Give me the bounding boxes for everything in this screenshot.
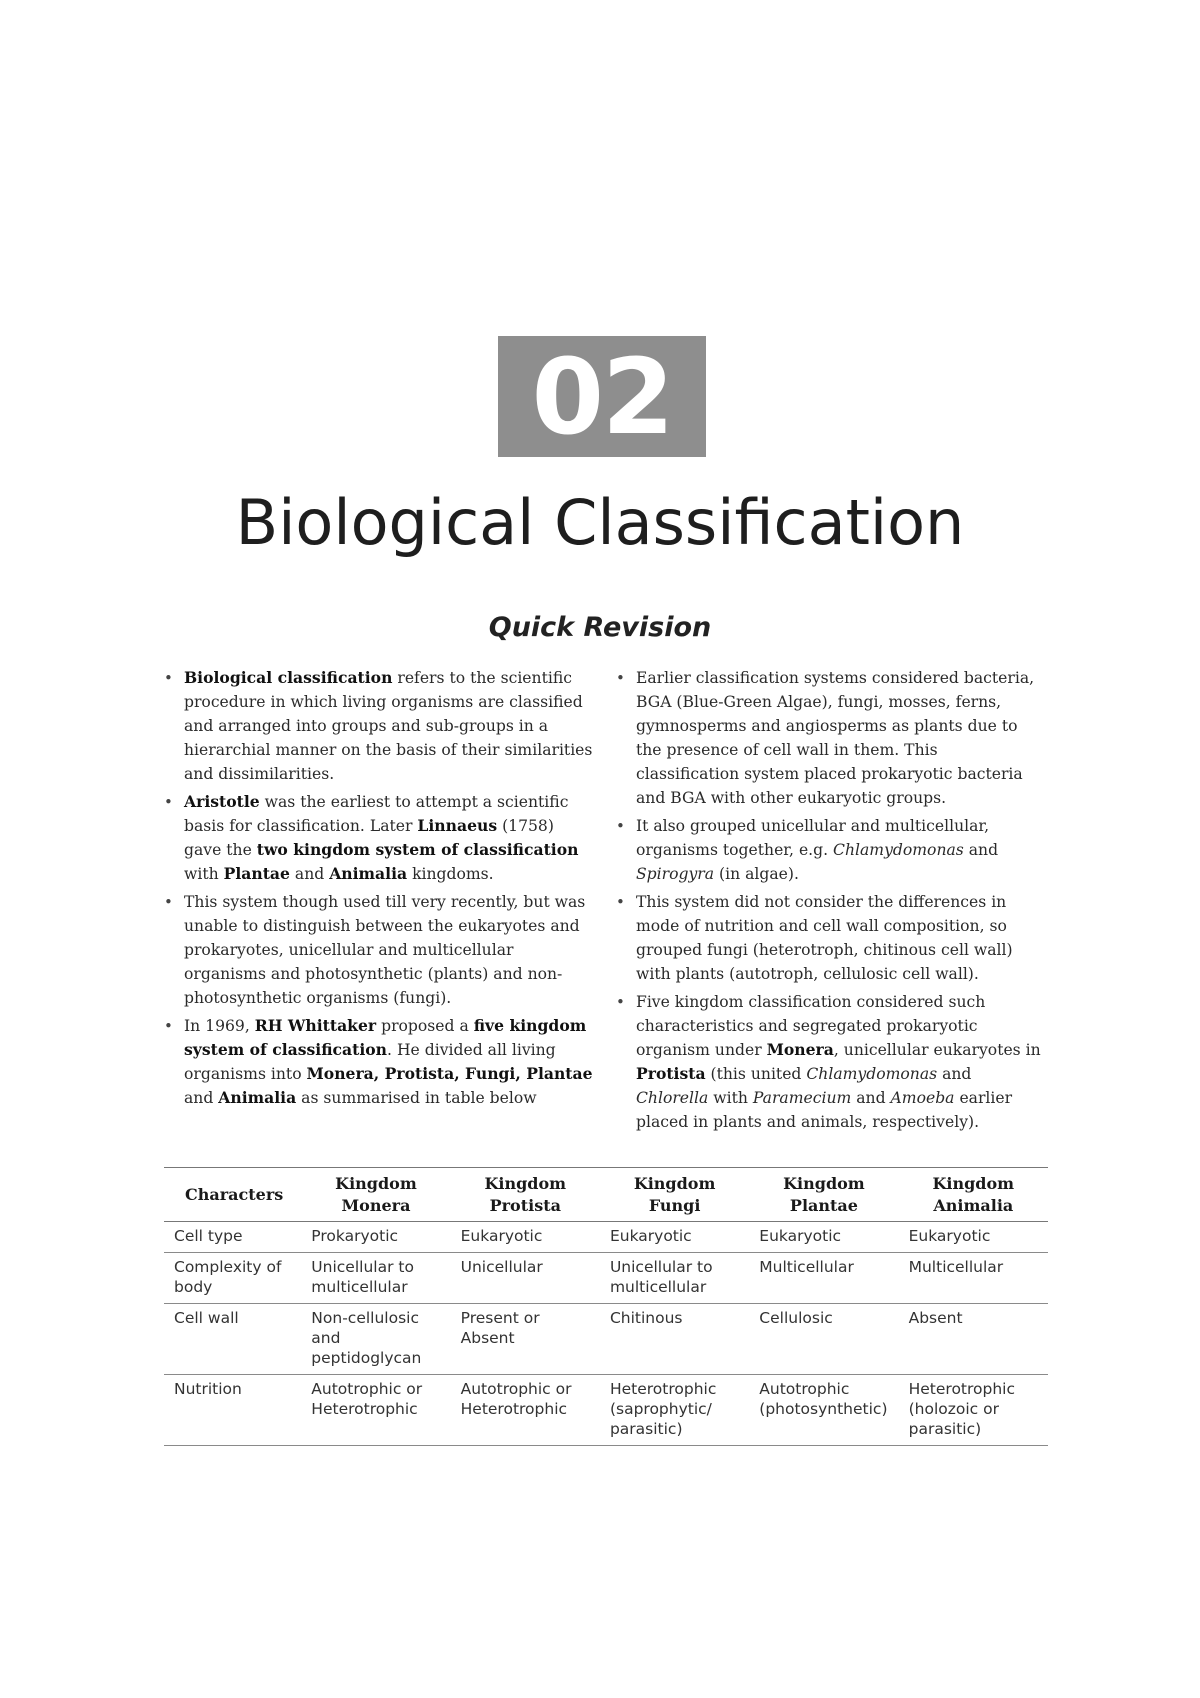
text-run: It also grouped unicellular and multicellular, organisms together, e.g. (636, 817, 990, 859)
cell-text: Kingdom (932, 1174, 1015, 1193)
table-cell (749, 1304, 898, 1375)
italic-term: Amoeba (890, 1089, 955, 1107)
column-header (899, 1168, 1048, 1222)
cell-text: body (174, 1278, 213, 1296)
column-header (451, 1168, 600, 1222)
italic-term: Chlamydomonas (806, 1065, 938, 1083)
cell-text: (holozoic or (908, 1400, 999, 1418)
cell-text: Present or (460, 1309, 540, 1327)
table-cell (899, 1222, 1048, 1253)
bold-term: Animalia (329, 864, 408, 883)
cell-text: Plantae (789, 1196, 858, 1215)
table-cell (749, 1222, 898, 1253)
text-run: Five kingdom classification considered such characteristics and segregated prokaryotic organism under (636, 993, 986, 1059)
bold-term: Plantae (223, 864, 290, 883)
italic-term: Spirogyra (636, 865, 715, 883)
bold-term: Monera, Protista, Fungi, Plantae (306, 1064, 593, 1083)
table-cell (899, 1375, 1048, 1446)
bold-term: Protista (636, 1064, 706, 1083)
bullet-point (616, 666, 1042, 810)
text-run: refers to the scientific procedure in which living organisms are classified and arranged into groups and sub-groups in a hierarchial manner on the basis of their similarities and dissimilarities. (184, 669, 593, 783)
table-row (164, 1253, 1048, 1304)
text-run: (this united (705, 1065, 807, 1083)
cell-text: Kingdom (484, 1174, 567, 1193)
row-header-cell (164, 1253, 301, 1304)
row-header-cell (164, 1222, 301, 1253)
table-cell (301, 1253, 450, 1304)
italic-term: Chlamydomonas (833, 841, 964, 859)
chapter-title: Biological Classification (235, 486, 965, 559)
cell-text: Cell wall (174, 1309, 239, 1327)
text-run: proposed a (376, 1017, 474, 1035)
cell-text: Unicellular to (609, 1258, 713, 1276)
bullet-point (164, 1014, 594, 1110)
table-cell (301, 1304, 450, 1375)
cell-text: Fungi (648, 1196, 701, 1215)
text-run: and (289, 865, 330, 883)
bullet-point (616, 990, 1042, 1134)
table-cell (451, 1304, 600, 1375)
text-run: and (851, 1089, 891, 1107)
section-heading: Quick Revision (488, 612, 712, 643)
cell-text: Animalia (933, 1196, 1014, 1215)
table-cell (749, 1375, 898, 1446)
table-cell (749, 1253, 898, 1304)
bullet-icon: • (616, 817, 625, 835)
bullet-point (164, 666, 594, 786)
text-run: Earlier classification systems considered bacteria, BGA (Blue-Green Algae), fungi, mosses, ferns, gymnosperms and angiosperms as plants due to the presence of cell wall in them. This classification system placed prokaryotic bacteria and BGA with other eukaryotic groups. (636, 669, 1035, 807)
chapter-number-badge (498, 336, 706, 457)
cell-text: and (311, 1329, 341, 1347)
table-cell (600, 1304, 749, 1375)
column-header (749, 1168, 898, 1222)
text-run: In 1969, (184, 1017, 255, 1035)
text-run: and (937, 1065, 972, 1083)
text-run: with (708, 1089, 753, 1107)
table-cell (899, 1304, 1048, 1375)
table-cell (600, 1253, 749, 1304)
chapter-number: 02 (531, 335, 673, 458)
cell-text: Eukaryotic (460, 1227, 543, 1245)
table-cell (899, 1253, 1048, 1304)
bold-term: Monera (766, 1040, 834, 1059)
cell-text: Kingdom (783, 1174, 865, 1193)
bullet-icon: • (164, 1017, 173, 1035)
text-run: kingdoms. (407, 865, 494, 883)
cell-text: Heterotrophic (908, 1380, 1016, 1398)
table-cell (301, 1222, 450, 1253)
table-body (164, 1222, 1048, 1446)
bullet-icon: • (164, 669, 173, 687)
table-cell (600, 1375, 749, 1446)
cell-text: Cell type (174, 1227, 243, 1245)
column-header (301, 1168, 450, 1222)
text-run: . He divided all living organisms into (184, 1041, 556, 1083)
left-column (164, 666, 594, 1114)
cell-text: Complexity of (174, 1258, 282, 1276)
cell-text: Heterotrophic (311, 1400, 418, 1418)
cell-text: Non-cellulosic (311, 1309, 419, 1327)
cell-text: Heterotrophic (609, 1380, 717, 1398)
bold-term: Animalia (218, 1088, 297, 1107)
cell-text: parasitic) (609, 1420, 683, 1438)
bold-term: Biological classification (184, 668, 393, 687)
bullet-point (616, 814, 1042, 886)
text-run: and (963, 841, 999, 859)
cell-text: Monera (341, 1196, 411, 1215)
text-run: and (184, 1089, 219, 1107)
bold-term: two kingdom system of classification (256, 840, 579, 859)
text-run: earlier placed in plants and animals, respectively). (636, 1089, 1013, 1131)
cell-text: Prokaryotic (311, 1227, 399, 1245)
bold-term: Linnaeus (417, 816, 498, 835)
column-header (164, 1168, 301, 1222)
cell-text: multicellular (311, 1278, 408, 1296)
bullet-icon: • (616, 669, 625, 687)
cell-text: Eukaryotic (609, 1227, 692, 1245)
cell-text: (saprophytic/ (609, 1400, 712, 1418)
table-cell (451, 1222, 600, 1253)
italic-term: Paramecium (752, 1089, 852, 1107)
cell-text: Multicellular (908, 1258, 1004, 1276)
bullet-icon: • (164, 793, 173, 811)
cell-text: Protista (489, 1196, 561, 1215)
bullet-point (164, 890, 594, 1010)
cell-text: Absent (460, 1329, 515, 1347)
text-run: as summarised in table below (296, 1089, 537, 1107)
cell-text: (photosynthetic) (759, 1400, 888, 1418)
bullet-point (164, 790, 594, 886)
bullet-icon: • (616, 993, 625, 1011)
table-row (164, 1304, 1048, 1375)
text-run: This system though used till very recently, but was unable to distinguish between the eukaryotes and prokaryotes, unicellular and multicellular organisms and photosynthetic (plants) and non-photosynthetic organisms (fungi). (184, 893, 586, 1007)
cell-text: peptidoglycan (311, 1349, 422, 1367)
cell-text: Absent (908, 1309, 963, 1327)
table-row (164, 1375, 1048, 1446)
kingdom-comparison-table (164, 1167, 1048, 1446)
table-cell (600, 1222, 749, 1253)
bullet-point (616, 890, 1042, 986)
cell-text: Chitinous (609, 1309, 683, 1327)
cell-text: Eukaryotic (759, 1227, 842, 1245)
cell-text: parasitic) (908, 1420, 982, 1438)
cell-text: Kingdom (633, 1174, 716, 1193)
cell-text: Multicellular (759, 1258, 854, 1276)
table-cell (451, 1253, 600, 1304)
cell-text: Autotrophic or (460, 1380, 572, 1398)
bold-term: RH Whittaker (254, 1016, 377, 1035)
table-cell (451, 1375, 600, 1446)
cell-text: Characters (185, 1185, 284, 1204)
cell-text: Eukaryotic (908, 1227, 991, 1245)
cell-text: Unicellular to (311, 1258, 414, 1276)
cell-text: Kingdom (335, 1174, 417, 1193)
cell-text: multicellular (609, 1278, 707, 1296)
row-header-cell (164, 1375, 301, 1446)
right-column (616, 666, 1042, 1138)
text-run: (1758) gave the (184, 817, 554, 859)
cell-text: Unicellular (460, 1258, 543, 1276)
cell-text: Autotrophic (759, 1380, 850, 1398)
row-header-cell (164, 1304, 301, 1375)
table-header-row (164, 1168, 1048, 1222)
bullet-icon: • (616, 893, 625, 911)
cell-text: Heterotrophic (460, 1400, 568, 1418)
cell-text: Nutrition (174, 1380, 242, 1398)
text-run: (in algae). (714, 865, 799, 883)
bold-term: Aristotle (184, 792, 260, 811)
bullet-icon: • (164, 893, 173, 911)
text-run: was the earliest to attempt a scientific basis for classification. Later (184, 793, 569, 835)
cell-text: Cellulosic (759, 1309, 833, 1327)
bold-term: five kingdom system of classification (184, 1016, 587, 1059)
table-row (164, 1222, 1048, 1253)
column-header (600, 1168, 749, 1222)
text-run: with (184, 865, 224, 883)
table-cell (301, 1375, 450, 1446)
text-run: This system did not consider the differences in mode of nutrition and cell wall composition, so grouped fungi (heterotroph, chitinous cell wall) with plants (autotroph, cellulosic cell wall). (636, 893, 1013, 983)
italic-term: Chlorella (636, 1089, 709, 1107)
cell-text: Autotrophic or (311, 1380, 423, 1398)
text-run: , unicellular eukaryotes in (833, 1041, 1041, 1059)
